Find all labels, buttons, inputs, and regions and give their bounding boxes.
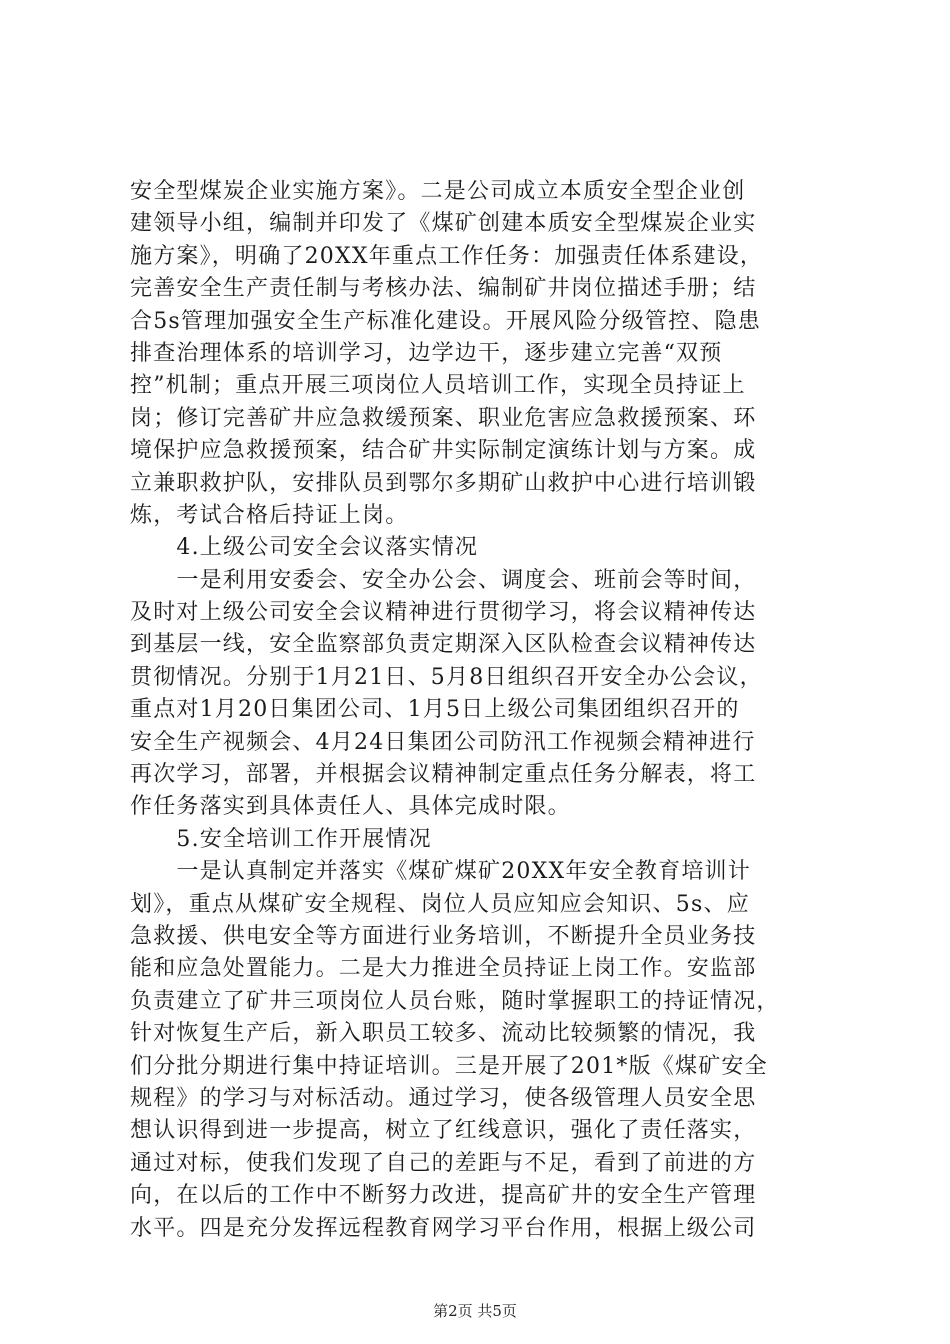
text-line: 向，在以后的工作中不断努力改进，提高矿井的安全生产管理 (130, 1183, 757, 1209)
page-footer: 第2页 共5页 (433, 1302, 517, 1320)
text-line: 安全型煤炭企业实施方案》。二是公司成立本质安全型企业创 (130, 179, 746, 204)
text-line: 规程》的学习与对标活动。通过学习，使各级管理人员安全思 (130, 1085, 757, 1111)
text-line: 贯彻情况。分别于1月21日、5月8日组织召开安全办公会议， (130, 664, 763, 690)
section-heading: 5.安全培训工作开展情况 (130, 826, 432, 852)
text-line: 负责建立了矿井三项岗位人员台账，随时掌握职工的持证情况， (130, 988, 780, 1014)
text-line: 一是利用安委会、安全办公会、调度会、班前会等时间， (130, 567, 757, 593)
text-line: 岗；修订完善矿井应急救缓预案、职业危害应急救援预案、环 (130, 405, 757, 431)
section-heading: 4.上级公司安全会议落实情况 (130, 535, 479, 561)
text-line: 重点对1月20日集团公司、1月5日上级公司集团组织召开的 (130, 697, 740, 723)
text-line: 及时对上级公司安全会议精神进行贯彻学习，将会议精神传达 (130, 600, 757, 626)
text-line: 一是认真制定并落实《煤矿煤矿20XX年安全教育培训计 (130, 859, 751, 885)
text-line: 水平。四是充分发挥远程教育网学习平台作用，根据上级公司 (130, 1215, 757, 1241)
text-line: 再次学习，部署，并根据会议精神制定重点任务分解表，将工 (130, 762, 757, 788)
text-line: 划》，重点从煤矿安全规程、岗位人员应知应会知识、5s、应 (130, 891, 750, 917)
text-line: 们分批分期进行集中持证培训。三是开展了201*版《煤矿安全 (130, 1053, 768, 1079)
text-line: 炼，考试合格后持证上岗。 (130, 502, 409, 528)
text-line: 排查治理体系的培训学习，边学边干，逐步建立完善“双预 (130, 340, 723, 366)
text-line: 建领导小组，编制并印发了《煤矿创建本质安全型煤炭企业实 (130, 211, 757, 237)
body-text (130, 176, 835, 1245)
text-line: 境保护应急救援预案，结合矿井实际制定演练计划与方案。成 (130, 438, 757, 464)
text-line: 立兼职救护队，安排队员到鄂尔多期矿山救护中心进行培训锻 (130, 470, 757, 496)
text-line: 急救援、供电安全等方面进行业务培训，不断提升全员业务技 (130, 923, 757, 949)
text-line: 完善安全生产责任制与考核办法、编制矿井岗位描述手册；结 (130, 276, 757, 302)
text-line: 到基层一线，安全监察部负责定期深入区队检查会议精神传达 (130, 632, 757, 658)
text-line: 控”机制；重点开展三项岗位人员培训工作，实现全员持证上 (130, 373, 746, 399)
text-line: 能和应急处置能力。二是大力推进全员持证上岗工作。安监部 (130, 956, 757, 982)
text-line: 安全生产视频会、4月24日集团公司防汛工作视频会精神进行 (130, 729, 756, 755)
text-line: 针对恢复生产后，新入职员工较多、流动比较频繁的情况，我 (130, 1021, 757, 1047)
text-line: 通过对标，使我们发现了自己的差距与不足，看到了前进的方 (130, 1150, 757, 1176)
text-line: 施方案》，明确了20XX年重点工作任务：加强责任体系建设， (130, 243, 764, 269)
text-line: 合5s管理加强安全生产标准化建设。开展风险分级管控、隐患 (130, 308, 761, 334)
text-line: 想认识得到进一步提高，树立了红线意识，强化了责任落实， (130, 1118, 757, 1144)
text-line: 作任务落实到具体责任人、具体完成时限。 (130, 794, 571, 820)
